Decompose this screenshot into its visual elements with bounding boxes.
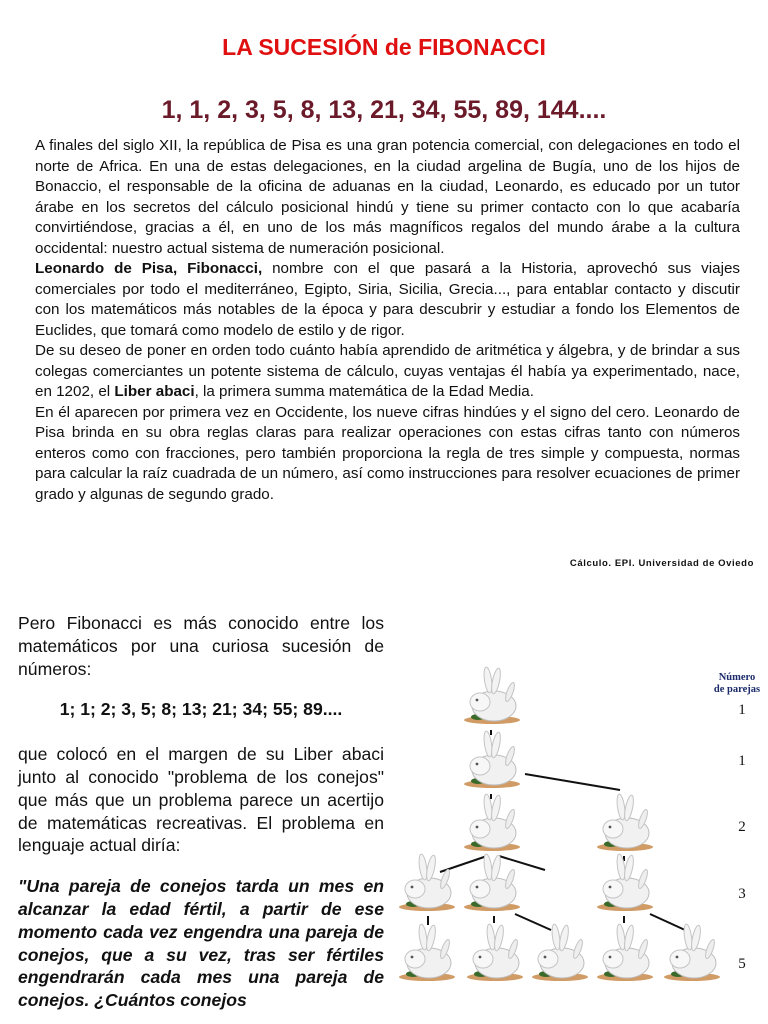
figure-header-line-2: de parejas — [713, 684, 761, 695]
leonardo-name: Leonardo de Pisa, Fibonacci, — [35, 260, 263, 277]
pairs-count-month-3: 2 — [738, 819, 746, 835]
rabbit-tree-figure — [395, 660, 768, 1024]
left-paragraph-2: que colocó en el margen de su Liber abaci junto al conocido "problema de los conejos" que más que un problema parece un acertijo de matemáticas recreativas. El problema en lenguaje actual diría: — [18, 744, 384, 856]
pairs-count-month-5: 5 — [738, 956, 746, 972]
liber-abaci-bold: Liber abaci — [114, 383, 195, 400]
credit-line: Cálculo. EPI. Universidad de Oviedo — [569, 558, 754, 569]
intro-paragraph-3 — [35, 341, 740, 403]
pairs-count-month-4: 3 — [738, 886, 746, 902]
left-column — [18, 612, 384, 1012]
left-paragraph-1: Pero Fibonacci es más conocido entre los matemáticos por una curiosa sucesión de números: — [18, 613, 384, 679]
pairs-count-month-1: 1 — [738, 702, 746, 718]
fibonacci-sequence-inline: 1; 1; 2; 3, 5; 8; 13; 21; 34; 55; 89.... — [59, 699, 343, 720]
page-title: LA SUCESIÓN de FIBONACCI — [222, 34, 546, 60]
rabbit-problem-text: "Una pareja de conejos tarda un mes en alcanzar la edad fértil, a partir de ese momento cada vez engendra una pareja de conejos, que a su vez, tras ser fértiles engendrarán cada mes una pareja de conejos. ¿Cuántos conejos — [18, 876, 384, 1011]
pairs-count-month-2: 1 — [738, 753, 746, 769]
intro-paragraph-2-text: nombre con el que pasará a la Historia, aprovechó sus viajes comerciales por todo el mediterráneo, Egipto, Siria, Sicilia, Grecia..., para entablar contacto y discutir con los matemáticos más notables de la época y para descubrir y estudiar a fondo los Elementos de Euclides, que tomará como modelo de estilo y de rigor. — [35, 260, 740, 339]
rabbit-tree-drawing — [395, 660, 768, 1024]
intro-paragraph-3-end: , la primera summa matemática de la Edad Media. — [194, 383, 534, 400]
intro-paragraph-1: A finales del siglo XII, la república de Pisa es una gran potencia comercial, con delegaciones en todo el norte de Africa. En una de estas delegaciones, en la ciudad argelina de Bugía, uno de los hijos de Bonaccio, el responsable de la oficina de aduanas en la ciudad, Leonardo, es educado por un tutor árabe en los secretos del cálculo posicional hindú y tiene su primer contacto con lo que acabaría convirtiéndose, gracias a él, en uno de los más magníficos regalos del mundo árabe a la cultura occidental: nuestro actual sistema de numeración posicional. — [35, 137, 740, 257]
intro-text — [35, 136, 740, 505]
fibonacci-sequence-header: 1, 1, 2, 3, 5, 8, 13, 21, 34, 55, 89, 144.... — [161, 96, 607, 124]
intro-paragraph-2 — [35, 259, 740, 341]
figure-header-line-1: Número — [718, 672, 756, 683]
intro-paragraph-4: En él aparecen por primera vez en Occidente, los nueve cifras hindúes y el signo del cero. Leonardo de Pisa brinda en su obra reglas claras para realizar operaciones con estas cifras tanto con números enteros como con fracciones, pero también proporciona la regla de tres simple y compuesta, normas para calcular la raíz cuadrada de un número, así como instrucciones para resolver ecuaciones de primer grado y algunas de segundo grado. — [35, 403, 740, 503]
intro-paragraph-3-start: De su deseo de poner en orden todo cuánto había aprendido de aritmética y álgebra, y de brindar a sus colegas comerciantes un potente sistema de cálculo, cuyas ventajas él había ya experimentado, nace, en 1202, el — [35, 342, 740, 400]
